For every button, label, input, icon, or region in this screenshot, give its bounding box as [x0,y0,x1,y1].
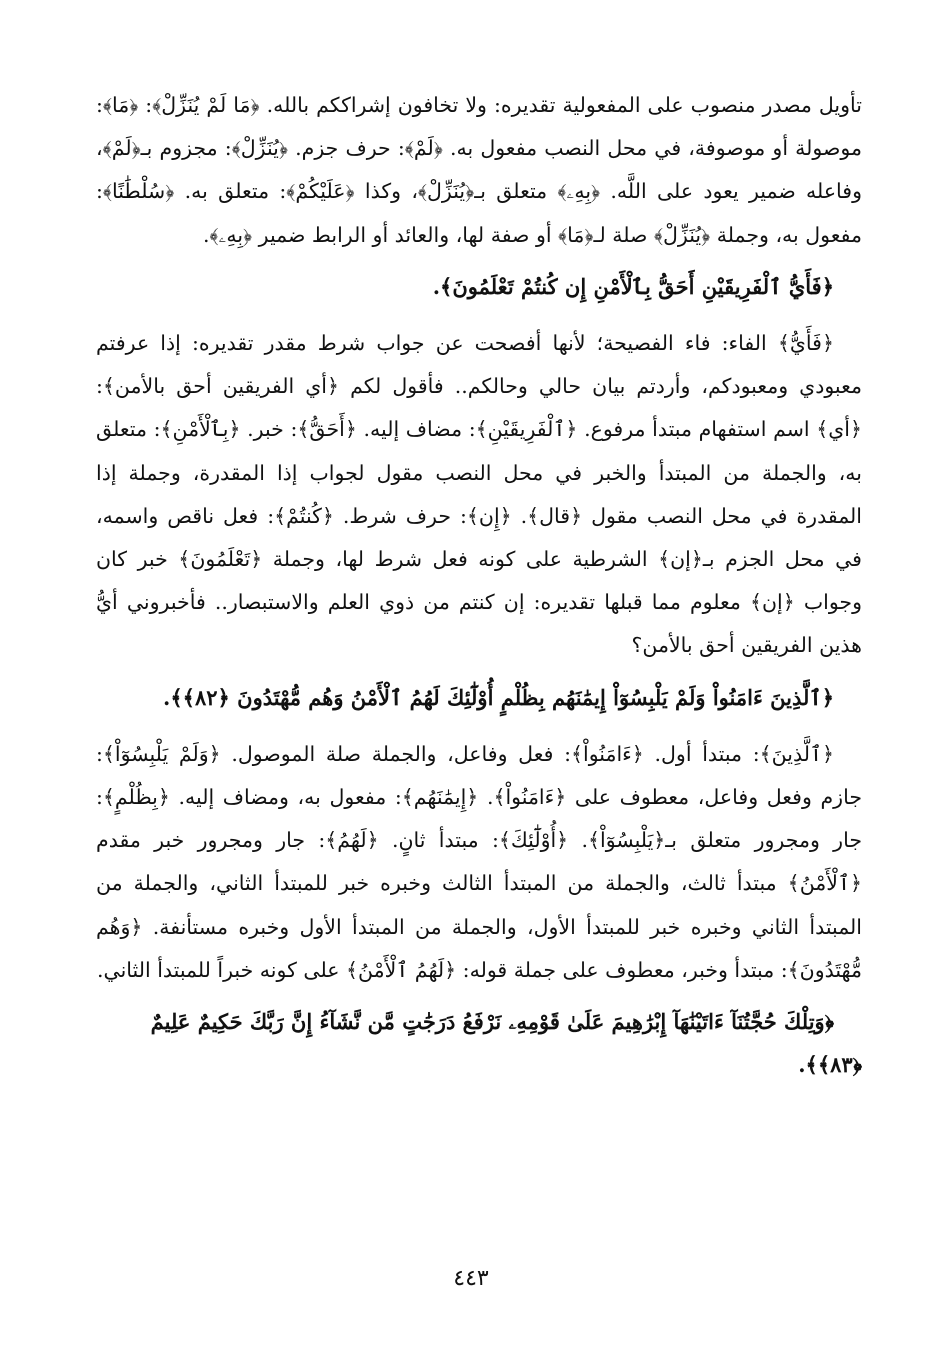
paragraph-irab-alladhina-amanu: ﴿ٱلَّذِينَ﴾: مبتدأ أول. ﴿ءَامَنُواْ﴾: فعل وفاعل، والجملة صلة الموصول. ﴿وَلَمْ يَلْبِسُوٓاْ﴾: جازم وفعل وفاعل، معطوف على ﴿ءَامَنُواْ﴾. ﴿إِيمَٰنَهُم﴾: مفعول به، ومضاف إليه. ﴿بِظُلْمٍ﴾: جار ومجرور متعلق بـ﴿يَلْبِسُوٓاْ﴾. ﴿أُوْلَٰٓئِكَ﴾: مبتدأ ثانٍ. ﴿لَهُمُ﴾: جار ومجرور خبر مقدم ﴿ٱلْأَمْنُ﴾ مبتدأ ثالث، والجملة من المبتدأ الثالث وخبره خبر للمبتدأ الثاني، والجملة من المبتدأ الثاني وخبره خبر للمبتدأ الأول، والجملة من المبتدأ الأول وخبره مستأنفة. ﴿وَهُم مُّهْتَدُونَ﴾: مبتدأ وخبر، معطوف على جملة قوله: ﴿لَهُمُ ٱلْأَمْنُ﴾ على كونه خبراً للمبتدأ الثاني. [96,741,862,982]
page-number: ٤٤٣ [453,1266,489,1291]
quran-verse-83: ﴿وَتِلْكَ حُجَّتُنَآ ءَاتَيْنَٰهَآ إِبْرَٰهِيمَ عَلَىٰ قَوْمِهِۦ نَرْفَعُ دَرَجَٰتٍ مَّن نَّشَآءُ إِنَّ رَبَّكَ حَكِيمٌ عَلِيمٌ ﴿٨٣﴾﴾. [150,1009,862,1078]
quran-verse-fa-ayyu-alfariqayn: ﴿فَأَيُّ ٱلْفَرِيقَيْنِ أَحَقُّ بِٱلْأَمْنِ إِن كُنتُمْ تَعْلَمُونَ﴾. [432,273,834,299]
page-body [96,84,862,1284]
paragraph-irab-ma-lam-yunazzil: تأويل مصدر منصوب على المفعولية تقديره: ولا تخافون إشراككم بالله. ﴿مَا لَمْ يُنَزِّلْ﴾: ﴿مَا﴾: موصولة أو موصوفة، في محل النصب مفعول به. ﴿لَمْ﴾: حرف جزم. ﴿يُنَزِّلْ﴾: مجزوم بـ﴿لَمْ﴾، وفاعله ضمير يعود على اللَّه. ﴿بِهِۦ﴾ متعلق بـ﴿يُنَزِّلْ﴾، وكذا ﴿عَلَيْكُمْ﴾: متعلق به. ﴿سُلْطَٰنًا﴾: مفعول به، وجملة ﴿يُنَزِّلْ﴾ صلة لـ﴿مَا﴾ أو صفة لها، والعائد أو الرابط ضمير ﴿بِهِۦ﴾. [96,93,862,247]
quran-verse-82: ﴿ٱلَّذِينَ ءَامَنُواْ وَلَمْ يَلْبِسُوٓاْ إِيمَٰنَهُم بِظُلْمٍ أُوْلَٰٓئِكَ لَهُمُ ٱلْأَمْنُ وَهُم مُّهْتَدُونَ ﴿٨٢﴾﴾. [163,684,834,710]
paragraph-irab-fa-ayyu: ﴿فَأَيُّ﴾ الفاء: فاء الفصيحة؛ لأنها أفصحت عن جواب شرط مقدر تقديره: إذا عرفتم معبودي ومعبودكم، وأردتم بيان حالي وحالكم.. فأقول لكم ﴿أي الفريقين أحق بالأمن﴾: ﴿أي﴾ اسم استفهام مبتدأ مرفوع. ﴿ٱلْفَرِيقَيْنِ﴾: مضاف إليه. ﴿أَحَقُّ﴾: خبر. ﴿بِٱلْأَمْنِ﴾: متعلق به، والجملة من المبتدأ والخبر في محل النصب مقول لجواب إذا المقدرة، وجملة إذا المقدرة في محل النصب مقول ﴿قال﴾. ﴿إِن﴾: حرف شرط. ﴿كُنتُمْ﴾: فعل ناقص واسمه، في محل الجزم بـ﴿إن﴾ الشرطية على كونه فعل شرط لها، وجملة ﴿تَعْلَمُونَ﴾ خبر كان وجواب ﴿إن﴾ معلوم مما قبلها تقديره: إن كنتم من ذوي العلم والاستبصار.. فأخبروني أيُّ هذين الفريقين أحق بالأمن؟ [96,331,862,658]
